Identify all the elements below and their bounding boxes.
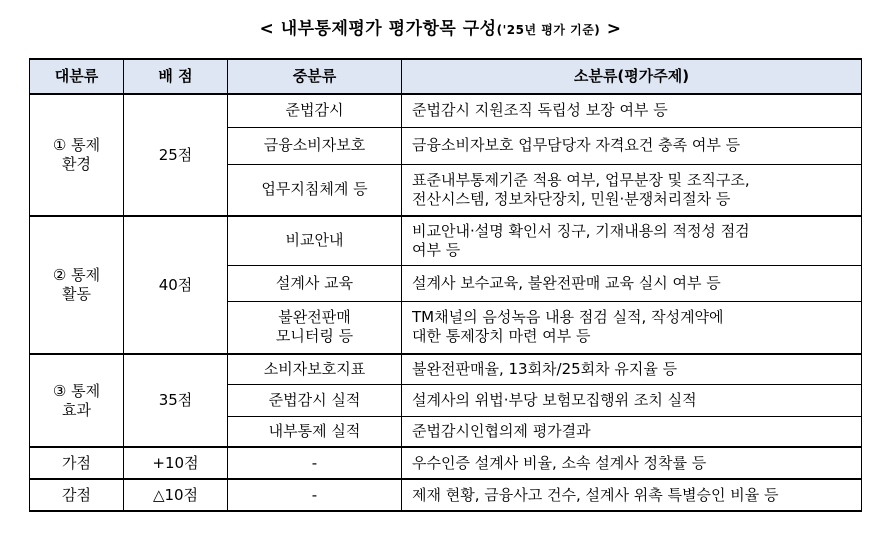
score-cell: [124, 447, 228, 479]
sub-category-cell: [402, 94, 862, 127]
score-cell: [124, 94, 228, 216]
mid-category-cell: [228, 127, 402, 164]
mid-category-cell: [228, 447, 402, 479]
sub-category-cell: [402, 384, 862, 416]
mid-category-cell: [228, 216, 402, 265]
category-cell-text: ② 통제: [52, 266, 101, 284]
table-row: [30, 216, 862, 265]
score-cell-text: 35점: [158, 391, 193, 409]
table-row: [30, 354, 862, 384]
category-cell-text: 효과: [62, 400, 91, 419]
mid-category-cell: [228, 265, 402, 301]
sub-category-cell-text: 여부 등: [412, 240, 461, 259]
mid-category-cell: [228, 354, 402, 384]
mid-category-cell: [228, 416, 402, 447]
sub-category-cell-text: 표준내부통제기준 적용 여부, 업무분장 및 조직구조,: [412, 170, 750, 189]
mid-category-cell-text: 내부통제 실적: [268, 421, 361, 440]
score-cell: [124, 354, 228, 447]
header-score: 배 점: [124, 59, 228, 94]
sub-category-cell: [402, 479, 862, 511]
table-body: [30, 94, 862, 511]
mid-category-cell-text: 모니터링 등: [275, 327, 354, 346]
sub-category-cell-text: 대한 통제장치 마련 여부 등: [412, 327, 591, 346]
category-cell-text: ① 통제: [52, 136, 101, 154]
score-cell-text: △10점: [152, 485, 199, 504]
sub-category-cell-text: 비교안내·설명 확인서 징구, 기재내용의 적정성 점검: [412, 221, 750, 240]
sub-category-cell: [402, 301, 862, 354]
mid-category-cell-text: 준법감시: [285, 101, 344, 120]
score-cell-text: 25점: [158, 145, 193, 164]
sub-category-cell: [402, 216, 862, 265]
sub-category-cell-text: TM채널의 음성녹음 내용 점검 실적, 작성계약에: [412, 308, 724, 327]
sub-category-cell: [402, 416, 862, 447]
page-title: [0, 14, 881, 39]
sub-category-cell: [402, 265, 862, 301]
sub-category-cell-text: 준법감시인협의제 평가결과: [412, 421, 591, 440]
sub-category-cell: [402, 447, 862, 479]
category-cell-text: 환경: [62, 155, 91, 173]
sub-category-cell: [402, 164, 862, 216]
mid-category-cell-text: 불완전판매: [278, 308, 351, 327]
category-cell-text: 가점: [62, 453, 91, 472]
mid-category-cell-text: 금융소비자보호: [263, 136, 366, 154]
mid-category-cell: [228, 164, 402, 216]
table-header-row: [30, 59, 862, 94]
mid-category-cell-text: 준법감시 실적: [268, 390, 361, 409]
sub-category-cell-text: 준법감시 지원조직 독립성 보장 여부 등: [412, 101, 668, 120]
mid-category-cell-text: -: [311, 453, 318, 472]
mid-category-cell: [228, 94, 402, 127]
category-cell-text: 활동: [62, 285, 91, 303]
sub-category-cell-text: 금융소비자보호 업무담당자 자격요건 충족 여부 등: [412, 136, 741, 154]
sub-category-cell: [402, 127, 862, 164]
table-row: [30, 447, 862, 479]
mid-category-cell-text: 비교안내: [285, 231, 344, 250]
category-cell: [30, 354, 124, 447]
header-mid: 중분류: [228, 59, 402, 94]
title-main: < 내부통제평가 평가항목 구성: [259, 19, 497, 39]
sub-category-cell-text: 설계사 보수교육, 불완전판매 교육 실시 여부 등: [412, 273, 721, 292]
title-suffix: ('25년 평가 기준): [496, 23, 601, 37]
mid-category-cell-text: 업무지침체계 등: [261, 180, 368, 199]
category-cell-text: 감점: [62, 485, 91, 504]
category-cell: [30, 447, 124, 479]
sub-category-cell: [402, 354, 862, 384]
sub-category-cell-text: 제재 현황, 금융사고 건수, 설계사 위촉 특별승인 비율 등: [412, 485, 779, 504]
sub-category-cell-text: 불완전판매율, 13회차/25회차 유지율 등: [412, 359, 678, 378]
mid-category-cell: [228, 301, 402, 354]
mid-category-cell: [228, 384, 402, 416]
mid-category-cell: [228, 479, 402, 511]
mid-category-cell-text: 소비자보호지표: [263, 359, 366, 378]
category-cell-text: ③ 통제: [52, 381, 101, 400]
category-cell: [30, 94, 124, 216]
evaluation-table: [29, 58, 862, 512]
mid-category-cell-text: -: [311, 485, 318, 504]
score-cell-text: +10점: [152, 453, 199, 472]
mid-category-cell-text: 설계사 교육: [275, 273, 354, 292]
category-cell: [30, 216, 124, 354]
sub-category-cell-text: 전산시스템, 정보차단장치, 민원·분쟁처리절차 등: [412, 189, 731, 208]
score-cell-text: 40점: [158, 275, 193, 294]
sub-category-cell-text: 설계사의 위법·부당 보험모집행위 조치 실적: [412, 390, 697, 409]
score-cell: [124, 216, 228, 354]
title-tail: >: [600, 19, 622, 39]
score-cell: [124, 479, 228, 511]
header-category: 대분류: [30, 59, 124, 94]
table-row: [30, 479, 862, 511]
sub-category-cell-text: 우수인증 설계사 비율, 소속 설계사 정착률 등: [412, 453, 707, 472]
header-sub: 소분류(평가주제): [402, 59, 862, 94]
category-cell: [30, 479, 124, 511]
table-row: [30, 94, 862, 127]
